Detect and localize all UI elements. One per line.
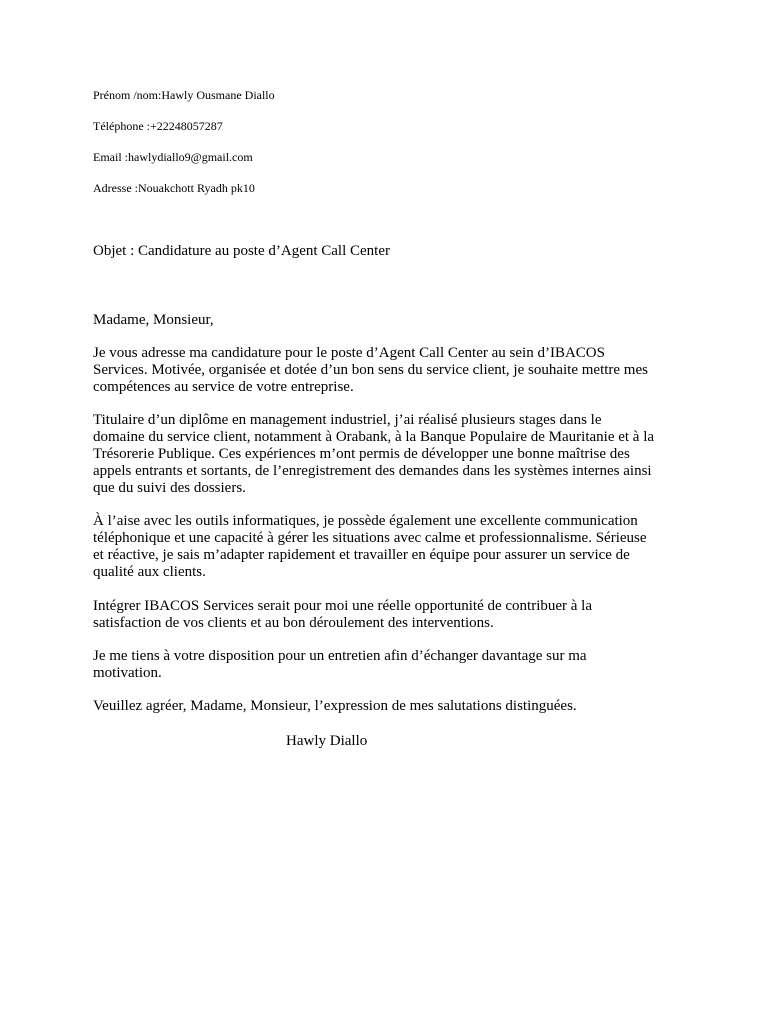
contact-name: Prénom /nom:Hawly Ousmane Diallo (93, 88, 275, 102)
paragraph-line: Intégrer IBACOS Services serait pour moi une réelle opportunité de contribuer à la (93, 598, 593, 614)
paragraph-line: téléphonique et une capacité à gérer les situations avec calme et professionnalisme. Sérieuse (93, 530, 647, 546)
paragraph-motivation (93, 598, 693, 632)
contact-address: Adresse :Nouakchott Ryadh pk10 (93, 181, 255, 195)
paragraph-line: Services. Motivée, organisée et dotée d’un bon sens du service client, je souhaite mettre mes (93, 362, 648, 378)
signature: Hawly Diallo (286, 733, 368, 749)
letter-subject: Objet : Candidature au poste d’Agent Call Center (93, 243, 391, 259)
salutation: Madame, Monsieur, (93, 312, 214, 328)
paragraph-availability (93, 648, 693, 682)
contact-phone: Téléphone :+22248057287 (93, 119, 223, 133)
paragraph-line: À l’aise avec les outils informatiques, je possède également une excellente communication (93, 513, 638, 529)
paragraph-line: que du suivi des dossiers. (93, 480, 246, 496)
paragraph-line: Je vous adresse ma candidature pour le poste d’Agent Call Center au sein d’IBACOS (93, 345, 605, 361)
paragraph-skills (93, 513, 693, 581)
contact-email: Email :hawlydiallo9@gmail.com (93, 150, 253, 164)
paragraph-line: qualité aux clients. (93, 564, 206, 580)
paragraph-line: et réactive, je sais m’adapter rapidement et travailler en équipe pour assurer un service de (93, 547, 630, 563)
paragraph-intro (93, 345, 693, 396)
paragraph-experience (93, 412, 693, 497)
paragraph-line: compétences au service de votre entreprise. (93, 379, 354, 395)
paragraph-line: satisfaction de vos clients et au bon déroulement des interventions. (93, 615, 494, 631)
paragraph-line: appels entrants et sortants, de l’enregistrement des demandes dans les systèmes internes ainsi (93, 463, 652, 479)
closing-formula: Veuillez agréer, Madame, Monsieur, l’expression de mes salutations distinguées. (93, 698, 577, 714)
paragraph-line: motivation. (93, 665, 162, 681)
paragraph-line: Titulaire d’un diplôme en management industriel, j’ai réalisé plusieurs stages dans le (93, 412, 602, 428)
paragraph-line: Trésorerie Publique. Ces expériences m’ont permis de développer une bonne maîtrise des (93, 446, 630, 462)
paragraph-line: domaine du service client, notamment à Orabank, à la Banque Populaire de Mauritanie et à la (93, 429, 655, 445)
paragraph-line: Je me tiens à votre disposition pour un entretien afin d’échanger davantage sur ma (93, 648, 587, 664)
